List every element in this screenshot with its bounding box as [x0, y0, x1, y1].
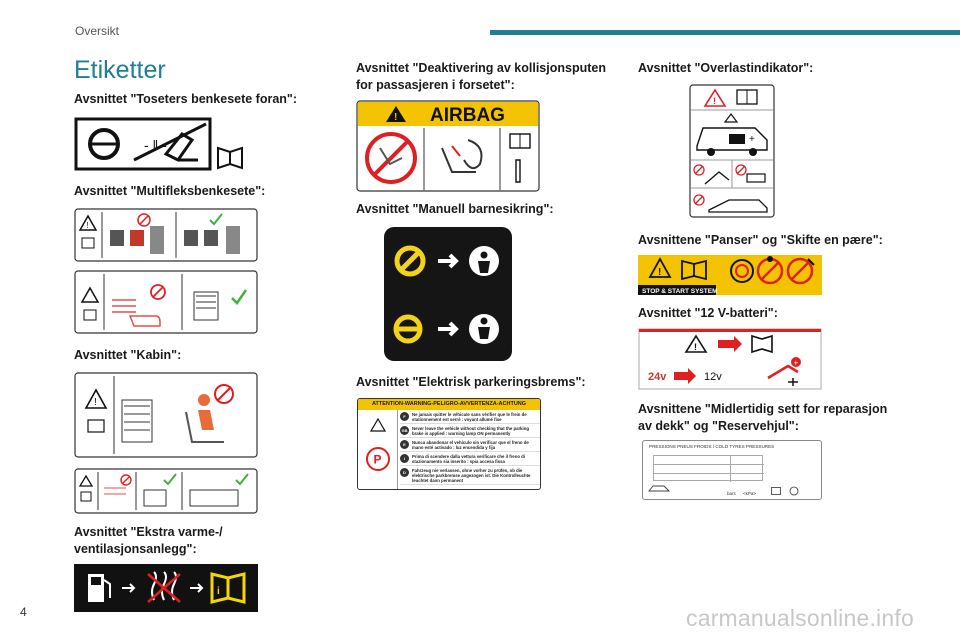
- page-title: Etiketter: [74, 56, 166, 84]
- voltage-12v: 12v: [704, 371, 722, 383]
- svg-text:!: !: [86, 221, 89, 230]
- brake-header-strip: ATTENTION-WARNING-PELIGRO-AVVERTENZA-ACHTUNG: [358, 399, 540, 410]
- watermark: carmanualsonline.info: [686, 605, 914, 631]
- heading-repair-2: av dekk" og "Reservehjul":: [638, 419, 799, 433]
- svg-text:- ‖ -: - ‖ -: [144, 137, 167, 153]
- stop-start-label: STOP & START SYSTEM: [642, 288, 718, 295]
- brake-text: Fahrzeug nie verlassen, ohne vorher zu prüfen, ob die elektrische parkbremse angezogen ist. Die Kontrolleuchte leuchtet dann permanent: [412, 468, 531, 483]
- page-number: 4: [20, 605, 27, 619]
- header-section-label: Oversikt: [75, 24, 120, 38]
- manual-book-icon: [218, 148, 242, 168]
- label-multiflex-2: [74, 270, 258, 334]
- svg-text:!: !: [694, 342, 697, 352]
- heading-heating-1: Avsnittet "Ekstra varme-/: [74, 525, 223, 539]
- heading-front-bench: Avsnittet "Toseters benkesete foran":: [74, 92, 298, 106]
- brake-text-row: [400, 426, 540, 438]
- svg-text:P: P: [373, 452, 382, 467]
- label-tyre-pressure: [642, 440, 822, 500]
- language-code-badge: D: [400, 468, 409, 477]
- language-code-badge: E: [400, 440, 409, 449]
- brake-text-row: [400, 412, 540, 424]
- warning-triangle-icon: [370, 418, 386, 432]
- tyre-unit: bars: [727, 491, 736, 496]
- brake-text-row: [400, 440, 540, 452]
- brake-text-row: [400, 454, 540, 466]
- child-free-icon: [469, 314, 499, 344]
- svg-text:!: !: [658, 267, 662, 278]
- brake-text-list: [400, 412, 540, 487]
- svg-text:!: !: [713, 96, 716, 106]
- label-child-lock: [384, 227, 512, 361]
- heading-airbag-2: for passasjeren i forsetet":: [356, 78, 515, 92]
- tyre-header: PRESSIONS PNEUS FROIDS / COLD TYRES PRESSURES: [649, 444, 775, 449]
- heading-multiflex: Avsnittet "Multifleksbenkesete":: [74, 184, 266, 198]
- svg-text:+: +: [749, 134, 755, 145]
- parking-brake-icon: [365, 446, 391, 472]
- language-code-badge: I: [400, 454, 409, 463]
- brake-text-row: [400, 468, 540, 485]
- label-airbag: [356, 100, 540, 192]
- svg-text:i: i: [217, 586, 220, 597]
- manual-book-icon: [771, 487, 781, 495]
- tyre-unit-kpa: <kPa>: [743, 491, 757, 496]
- heading-child-lock: Avsnittet "Manuell barnesikring":: [356, 202, 554, 216]
- label-multiflex-1: [74, 208, 258, 262]
- svg-text:!: !: [94, 397, 97, 408]
- language-code-badge: GB: [401, 428, 408, 433]
- child-locked-icon: [469, 246, 499, 276]
- label-cabin-1: [74, 372, 258, 458]
- heading-parking-brake: Avsnittet "Elektrisk parkeringsbrems":: [356, 375, 586, 389]
- svg-text:!: !: [394, 112, 398, 123]
- airbag-word: AIRBAG: [430, 105, 505, 126]
- brake-text: Prima di scendere dalla vettura verificare che il freno di stazionamento sia inserito : spia accesa fissa: [412, 454, 525, 464]
- label-battery: [638, 328, 822, 390]
- heading-bonnet: Avsnittene "Panser" og "Skifte en pære":: [638, 233, 883, 247]
- label-overload: [689, 84, 775, 218]
- label-heating: [74, 564, 258, 612]
- voltage-24v: 24v: [648, 371, 667, 383]
- brake-text: Ne jamais quitter le véhicule sans vérifier que le frein de stationnement est serré : voyant allumé fixe: [412, 412, 527, 422]
- heading-airbag-1: Avsnittet "Deaktivering av kollisjonsputen: [356, 61, 606, 75]
- svg-text:+: +: [793, 358, 799, 368]
- label-cabin-2: [74, 468, 258, 514]
- header-accent-bar: [490, 30, 960, 35]
- heading-overload: Avsnittet "Overlastindikator":: [638, 61, 814, 75]
- heading-heating-2: ventilasjonsanlegg":: [74, 542, 197, 556]
- language-code-badge: F: [400, 412, 409, 421]
- label-bonnet: [638, 255, 822, 295]
- brake-text: Never leave the vehicle without checking that the parking brake is applied : warning lamp ON permanently: [412, 426, 530, 436]
- tyre-warning-icon: [789, 486, 799, 496]
- heading-repair-1: Avsnittene "Midlertidig sett for reparasjon: [638, 402, 888, 416]
- label-front-bench: [74, 116, 254, 172]
- label-parking-brake: [357, 398, 541, 490]
- heading-cabin: Avsnittet "Kabin":: [74, 348, 182, 362]
- car-icon: [648, 483, 670, 493]
- brake-text: Nunca abandonar el vehículo sin verificar que el freno de mano esté activado : luz encendida y fija: [412, 440, 529, 450]
- heading-battery: Avsnittet "12 V-batteri":: [638, 306, 778, 320]
